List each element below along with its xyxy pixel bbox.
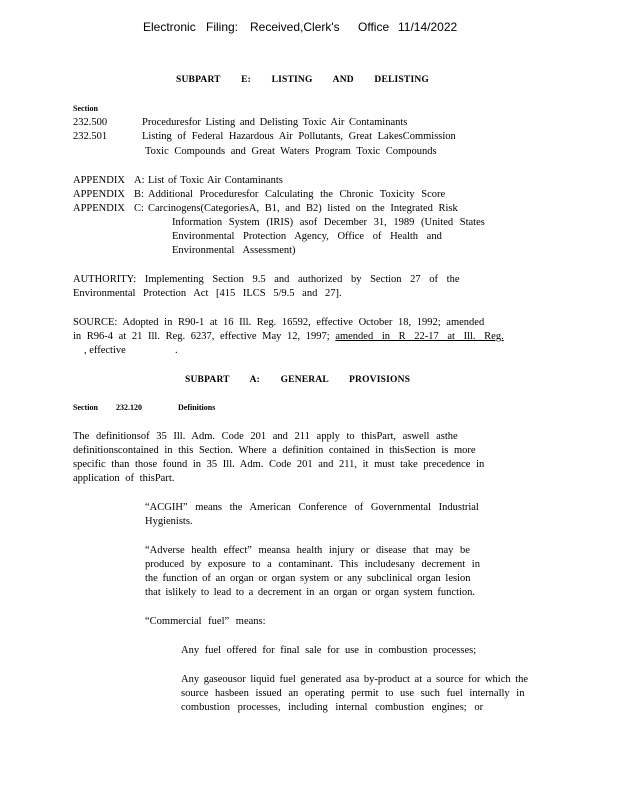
fuel-item-line: Any fuel offered for final sale for use in combustion processes; [181,645,477,656]
definition-line: “Commercial fuel” means: [145,616,266,627]
appendix-title: Additional Proceduresfor Calculating the Chronic Toxicity Score [148,189,446,200]
appendix-title: Carcinogens(CategoriesA, B1, and B2) listed on the Integrated Risk [148,203,458,214]
definition-line: that islikely to lead to a decrement in an organ or organ system function. [145,587,476,598]
source-effective: , effective [84,345,126,356]
appendix-letter: C: [134,203,144,214]
appendix-label: APPENDIX [73,189,125,200]
authority-line: AUTHORITY: Implementing Section 9.5 and authorized by Section 27 of the [73,274,460,285]
source-new-amendment: amended in R 22-17 at Ill. Reg. [335,331,504,342]
definition-line: produced by exposure to a contaminant. This includesany decrement in [145,559,480,570]
toc-item-number: 232.501 [73,131,108,142]
toc-item-number: 232.500 [73,117,108,128]
definition-line: “ACGIH” means the American Conference of Governmental Industrial [145,502,479,513]
section-number: 232.120 [116,403,142,412]
header-electronic: Electronic [143,20,196,34]
toc-item-title: Proceduresfor Listing and Delisting Toxic Air Contaminants [142,117,408,128]
header-office: Office [358,20,390,34]
definition-line: Hygienists. [145,516,193,527]
appendix-label: APPENDIX [73,175,125,186]
fuel-item-line: Any gaseousor liquid fuel generated asa by-product at a source for which the [181,674,529,685]
header-date: 11/14/2022 [398,20,458,34]
definition-line: the function of an organ or organ system or any subclinical organ lesion [145,573,471,584]
intro-line: definitionscontained in this Section. Where a definition contained in thisSection is more [73,445,476,456]
toc-item-title: Listing of Federal Hazardous Air Pollutants, Great LakesCommission [142,131,456,142]
toc-item-title-continued: Toxic Compounds and Great Waters Program Toxic Compounds [145,146,437,157]
appendix-letter: A: [134,175,145,186]
source-prior-amendment: in R96-4 at 21 Ill. Reg. 6237, effective May 12, 1997; [73,331,330,342]
definition-line: “Adverse health effect” meansa health injury or disease that may be [145,545,470,556]
fuel-item-line: combustion processes, including internal combustion engines; or [181,702,484,713]
appendix-title-continued: Information System (IRIS) asof December 31, 1989 (United States [172,217,485,228]
fuel-item-line: source hasbeen issued an operating permit to use such fuel internally in [181,688,525,699]
section-label: Section [73,403,98,412]
subpart-e-heading: SUBPART E: LISTING AND DELISTING [176,75,429,85]
appendix-title: List of Toxic Air Contaminants [148,175,283,186]
source-line: SOURCE: Adopted in R90-1 at 16 Ill. Reg. 16592, effective October 18, 1992; amended [73,317,485,328]
toc-section-label: Section [73,104,98,113]
appendix-title-continued: Environmental Assessment) [172,245,296,256]
header-received-clerks: Received,Clerk's [250,20,340,34]
source-period: . [175,345,178,356]
authority-line: Environmental Protection Act [415 ILCS 5/9.5 and 27]. [73,288,342,299]
appendix-label: APPENDIX [73,203,125,214]
intro-line: application of thisPart. [73,473,175,484]
appendix-letter: B: [134,189,144,200]
header-filing: Filing: [206,20,239,34]
section-title: Definitions [178,403,216,412]
subpart-a-heading: SUBPART A: GENERAL PROVISIONS [185,375,411,385]
intro-line: specific than those found in 35 Ill. Adm. Code 201 and 211, it must take precedence in [73,459,485,470]
source-line [73,332,520,343]
appendix-title-continued: Environmental Protection Agency, Office of Health and [172,231,442,242]
intro-line: The definitionsof 35 Ill. Adm. Code 201 and 211 apply to thisPart, aswell asthe [73,431,458,442]
